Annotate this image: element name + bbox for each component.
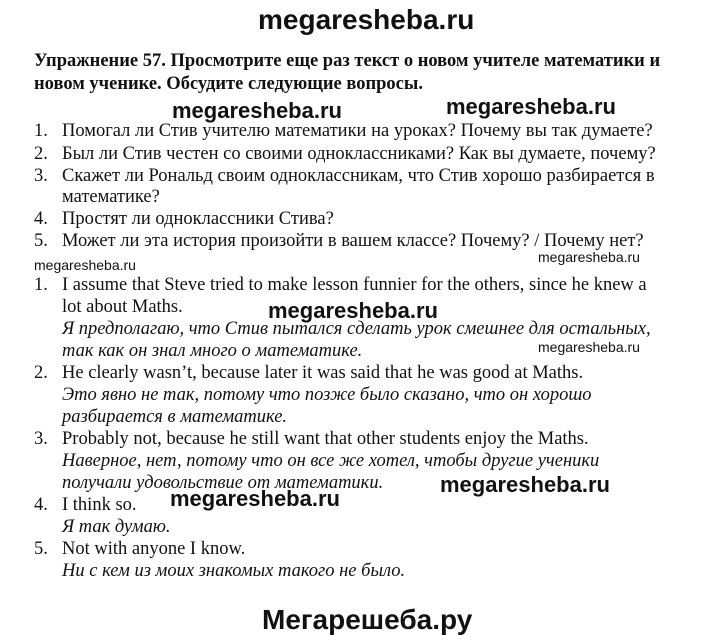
exercise-title-line-2: новом ученике. Обсудите следующие вопросы. bbox=[34, 74, 423, 94]
answer-english: I think so. bbox=[62, 495, 137, 515]
question-number: 1. bbox=[34, 121, 48, 141]
question-number: 4. bbox=[34, 209, 48, 229]
question-text: Был ли Стив честен со своими одноклассниками? Как вы думаете, почему? bbox=[62, 144, 656, 164]
answer-english: He clearly wasn’t, because later it was said that he was good at Maths. bbox=[62, 363, 584, 383]
answer-russian: Я предполагаю, что Стив пытался сделать урок смешнее для остальных, bbox=[62, 319, 651, 339]
question-text: Может ли эта история произойти в вашем классе? Почему? / Почему нет? bbox=[62, 231, 644, 251]
question-text: математике? bbox=[62, 187, 160, 207]
watermark-mid-right: megaresheba.ru bbox=[446, 94, 616, 119]
watermark-bottom: Мегарешеба.ру bbox=[262, 604, 473, 635]
question-text: Скажет ли Рональд своим одноклассникам, что Стив хорошо разбирается в bbox=[62, 166, 655, 186]
answer-russian: так как он знал много о математике. bbox=[62, 341, 363, 361]
watermark-small-left: megaresheba.ru bbox=[34, 257, 136, 273]
watermark-small-right-1: megaresheba.ru bbox=[538, 249, 640, 265]
answer-english: I assume that Steve tried to make lesson funnier for the others, since he knew a bbox=[62, 275, 647, 295]
watermark-center: megaresheba.ru bbox=[268, 298, 438, 323]
answer-russian: Это явно не так, потому что позже было сказано, что он хорошо bbox=[62, 385, 592, 405]
answer-russian: Ни с кем из моих знакомых такого не было. bbox=[62, 561, 406, 581]
answer-number: 1. bbox=[34, 275, 48, 295]
question-text: Простят ли одноклассники Стива? bbox=[62, 209, 334, 229]
answer-number: 5. bbox=[34, 539, 48, 559]
watermark-mid-left: megaresheba.ru bbox=[172, 98, 342, 123]
watermark-top: megaresheba.ru bbox=[258, 4, 475, 35]
answer-english: Not with anyone I know. bbox=[62, 539, 246, 559]
answer-russian: Наверное, нет, потому что он все же хотел, чтобы другие ученики bbox=[62, 451, 600, 471]
question-number: 3. bbox=[34, 166, 48, 186]
watermark-lower-right: megaresheba.ru bbox=[440, 472, 610, 497]
question-number: 2. bbox=[34, 144, 48, 164]
exercise-title bbox=[34, 50, 694, 96]
answer-number: 2. bbox=[34, 363, 48, 383]
question-text: Помогал ли Стив учителю математики на уроках? Почему вы так думаете? bbox=[62, 121, 653, 141]
answer-russian: получали удовольствие от математики. bbox=[62, 473, 384, 493]
answer-number: 3. bbox=[34, 429, 48, 449]
answer-english: Probably not, because he still want that other students enjoy the Maths. bbox=[62, 429, 589, 449]
question-number: 5. bbox=[34, 231, 48, 251]
answer-russian: разбирается в математике. bbox=[62, 407, 288, 427]
answer-russian: Я так думаю. bbox=[62, 517, 171, 537]
watermark-lower-left: megaresheba.ru bbox=[170, 486, 340, 511]
watermark-small-right-2: megaresheba.ru bbox=[538, 339, 640, 355]
answer-english: lot about Maths. bbox=[62, 297, 183, 317]
answer-number: 4. bbox=[34, 495, 48, 515]
exercise-title-line-1: Упражнение 57. Просмотрите еще раз текст о новом учителе математики и bbox=[34, 51, 661, 71]
